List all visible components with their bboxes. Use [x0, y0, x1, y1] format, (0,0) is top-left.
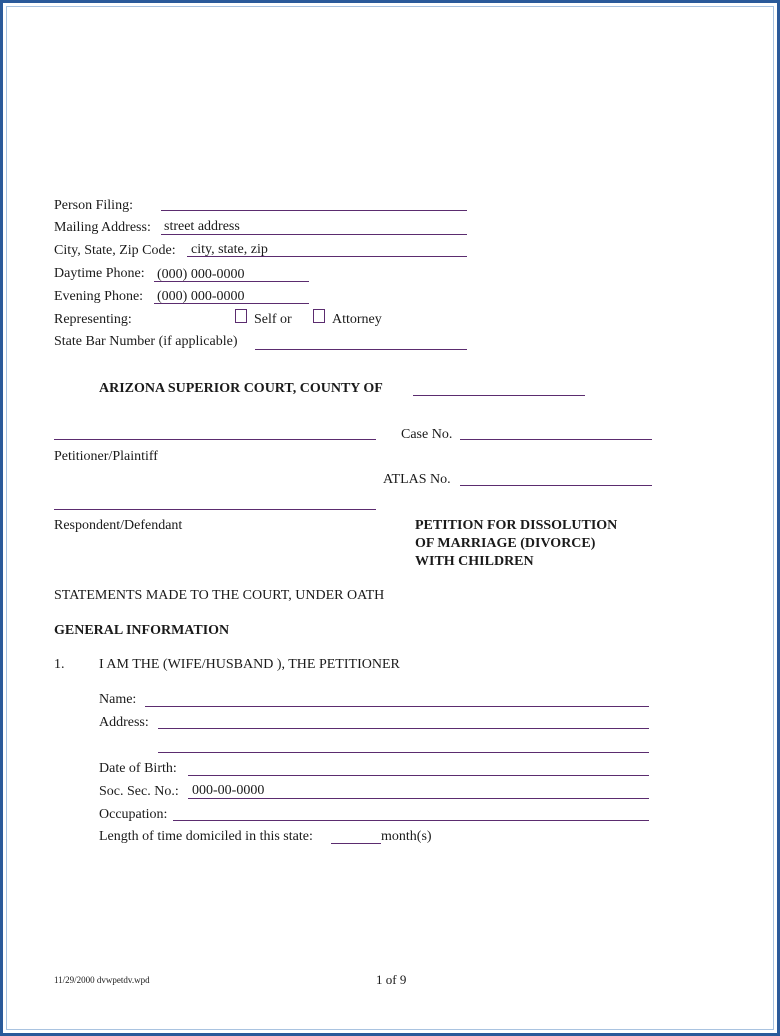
city-state-zip-value: city, state, zip [191, 242, 268, 257]
state-bar-number-field[interactable] [255, 349, 467, 350]
petitioner-name-field[interactable] [54, 439, 376, 440]
atlas-no-field[interactable] [460, 485, 652, 486]
self-option-label: Self or [254, 312, 292, 327]
item-number: 1. [54, 657, 65, 672]
ssn-field[interactable] [188, 798, 649, 799]
state-bar-number-label: State Bar Number (if applicable) [54, 334, 238, 349]
name-field[interactable] [145, 706, 649, 707]
self-checkbox[interactable] [235, 309, 247, 323]
dob-label: Date of Birth: [99, 761, 177, 776]
address-field-line-1[interactable] [158, 728, 649, 729]
daytime-phone-value: (000) 000-0000 [157, 267, 245, 282]
person-filing-field[interactable] [161, 210, 467, 211]
attorney-checkbox[interactable] [313, 309, 325, 323]
footer-file-ref: 11/29/2000 dvwpetdv.wpd [54, 975, 150, 985]
petition-title-line-3: WITH CHILDREN [415, 554, 534, 569]
mailing-address-label: Mailing Address: [54, 220, 151, 235]
address-label: Address: [99, 715, 149, 730]
occupation-label: Occupation: [99, 807, 168, 822]
case-no-field[interactable] [460, 439, 652, 440]
person-filing-label: Person Filing: [54, 198, 133, 213]
petition-title-line-1: PETITION FOR DISSOLUTION [415, 518, 618, 533]
domicile-unit: month(s) [381, 829, 432, 844]
evening-phone-field[interactable] [154, 303, 309, 304]
representing-label: Representing: [54, 312, 132, 327]
petition-title-line-2: OF MARRIAGE (DIVORCE) [415, 536, 596, 551]
daytime-phone-label: Daytime Phone: [54, 266, 145, 281]
evening-phone-value: (000) 000-0000 [157, 289, 245, 304]
city-state-zip-label: City, State, Zip Code: [54, 243, 176, 258]
ssn-label: Soc. Sec. No.: [99, 784, 179, 799]
name-label: Name: [99, 692, 137, 707]
respondent-name-field[interactable] [54, 509, 376, 510]
attorney-option-label: Attorney [332, 312, 382, 327]
mailing-address-value: street address [164, 219, 240, 234]
county-field[interactable] [413, 395, 585, 396]
petitioner-label: Petitioner/Plaintiff [54, 449, 158, 464]
item-text: I AM THE (WIFE/HUSBAND ), THE PETITIONER [99, 657, 400, 672]
court-title: ARIZONA SUPERIOR COURT, COUNTY OF [99, 381, 383, 396]
oath-statement: STATEMENTS MADE TO THE COURT, UNDER OATH [54, 588, 385, 603]
daytime-phone-field[interactable] [154, 281, 309, 282]
domicile-label: Length of time domiciled in this state: [99, 829, 313, 844]
ssn-value: 000-00-0000 [192, 783, 265, 798]
occupation-field[interactable] [173, 820, 649, 821]
mailing-address-field[interactable] [161, 234, 467, 235]
address-field-line-2[interactable] [158, 752, 649, 753]
dob-field[interactable] [188, 775, 649, 776]
section-heading: GENERAL INFORMATION [54, 623, 230, 638]
domicile-months-field[interactable] [331, 843, 381, 844]
respondent-label: Respondent/Defendant [54, 518, 183, 533]
page-number: 1 of 9 [376, 972, 407, 987]
city-state-zip-field[interactable] [187, 256, 467, 257]
case-no-label: Case No. [401, 427, 453, 442]
atlas-no-label: ATLAS No. [383, 472, 451, 487]
evening-phone-label: Evening Phone: [54, 289, 144, 304]
